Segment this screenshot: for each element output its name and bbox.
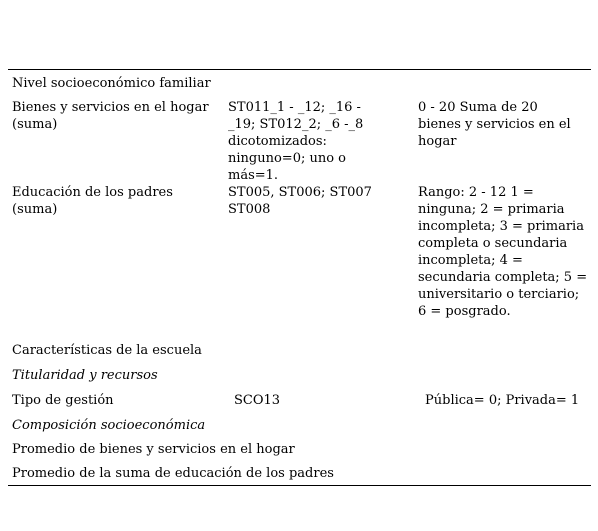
row-label-avg-household-goods: Promedio de bienes y servicios en el hogar xyxy=(12,442,295,457)
table-top-rule xyxy=(8,69,591,70)
section-heading-school: Características de la escuela xyxy=(12,343,202,358)
table-bottom-rule xyxy=(8,485,591,486)
row-label-parent-education: Educación de los padres (suma) xyxy=(12,185,173,217)
section-heading-family-ses: Nivel socioeconómico familiar xyxy=(12,76,211,91)
subsection-ownership-resources: Titularidad y recursos xyxy=(12,368,158,383)
row-label-management-type: Tipo de gestión xyxy=(12,393,114,408)
subsection-socioeconomic-composition: Composición socioeconómica xyxy=(12,418,206,433)
row-label-avg-parent-education: Promedio de la suma de educación de los padres xyxy=(12,466,334,481)
row-values-household-goods: 0 - 20 Suma de 20 bienes y servicios en el hogar xyxy=(418,100,571,149)
row-source-management-type: SCO13 xyxy=(234,393,281,408)
row-label-household-goods: Bienes y servicios en el hogar (suma) xyxy=(12,100,209,132)
row-values-management-type: Pública= 0; Privada= 1 xyxy=(425,393,580,408)
row-source-household-goods: ST011_1 - _12; _16 - _19; ST012_2; _6 -_8 dicotomizados: ninguno=0; uno o más=1. xyxy=(228,100,364,183)
row-source-parent-education: ST005, ST006; ST007 ST008 xyxy=(228,185,372,217)
row-values-parent-education: Rango: 2 - 12 1 = ninguna; 2 = primaria incompleta; 3 = primaria completa o secundaria incompleta; 4 = secundaria completa; 5 = universitario o terciario; 6 = posgrado. xyxy=(418,185,588,319)
